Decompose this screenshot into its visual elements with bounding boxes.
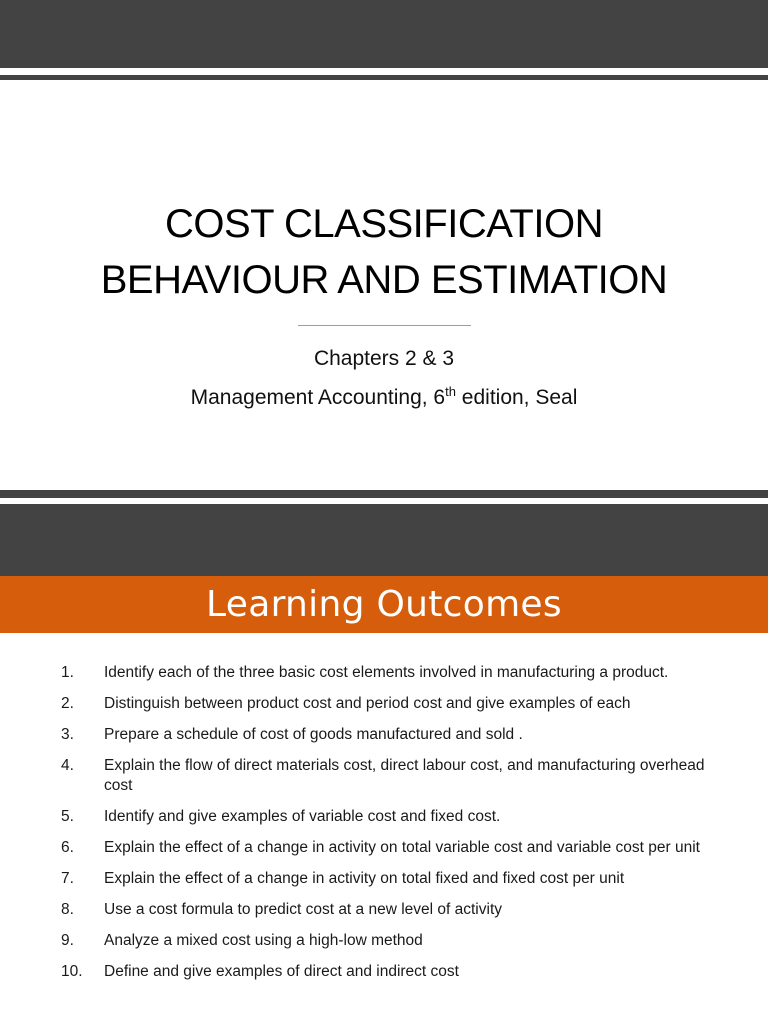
- list-item: [0, 869, 768, 889]
- item-number: 10.: [61, 963, 83, 980]
- item-number: 5.: [61, 808, 74, 825]
- list-item: [0, 725, 768, 745]
- learning-outcomes-slide: [0, 498, 768, 1024]
- book-edition-superscript: th: [445, 384, 456, 399]
- item-number: 8.: [61, 901, 74, 918]
- item-text: Use a cost formula to predict cost at a new level of activity: [104, 901, 503, 918]
- item-number: 2.: [61, 695, 74, 712]
- list-item: [0, 807, 768, 827]
- top-thin-rule: [0, 75, 768, 80]
- item-text: Identify and give examples of variable cost and fixed cost.: [104, 808, 501, 825]
- title-divider: [298, 325, 471, 326]
- title-line-2: BEHAVIOUR AND ESTIMATION: [100, 258, 668, 302]
- slide-title: [0, 196, 768, 308]
- book-subtitle: [0, 384, 768, 412]
- list-item: [0, 900, 768, 920]
- dark-header-band: [0, 508, 768, 576]
- item-text: Explain the flow of direct materials cost, direct labour cost, and manufacturing overhead cost: [104, 757, 705, 794]
- item-text: Explain the effect of a change in activity on total fixed and fixed cost per unit: [104, 870, 625, 887]
- item-text: Identify each of the three basic cost elements involved in manufacturing a product.: [104, 664, 669, 681]
- chapters-subtitle: Chapters 2 & 3: [313, 347, 455, 370]
- list-item: [0, 838, 768, 858]
- item-text: Explain the effect of a change in activity on total variable cost and variable cost per unit: [104, 839, 700, 856]
- section-heading: Learning Outcomes: [206, 584, 562, 625]
- title-line-1: COST CLASSIFICATION: [165, 202, 603, 246]
- item-text: Analyze a mixed cost using a high-low method: [104, 932, 423, 949]
- item-number: 7.: [61, 870, 74, 887]
- book-title-suffix: edition, Seal: [455, 386, 578, 409]
- book-title-prefix: Management Accounting, 6: [190, 386, 446, 409]
- item-text: Distinguish between product cost and period cost and give examples of each: [104, 695, 631, 712]
- list-item: [0, 756, 768, 796]
- list-item: [0, 663, 768, 683]
- top-dark-bar: [0, 0, 768, 68]
- bottom-dark-rule: [0, 490, 768, 498]
- item-text: Prepare a schedule of cost of goods manufactured and sold .: [104, 726, 523, 743]
- list-item: [0, 931, 768, 951]
- item-number: 6.: [61, 839, 74, 856]
- item-number: 4.: [61, 757, 74, 774]
- list-item: [0, 962, 768, 982]
- title-slide: [0, 0, 768, 498]
- item-text: Define and give examples of direct and indirect cost: [104, 963, 459, 980]
- item-number: 3.: [61, 726, 74, 743]
- outcomes-list: [0, 663, 768, 993]
- item-number: 9.: [61, 932, 74, 949]
- item-number: 1.: [61, 664, 74, 681]
- heading-banner: [0, 576, 768, 633]
- list-item: [0, 694, 768, 714]
